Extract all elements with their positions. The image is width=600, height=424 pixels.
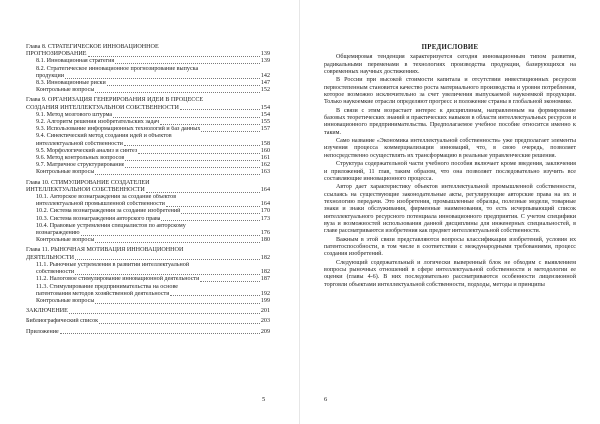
preface-heading: ПРЕДИСЛОВИЕ: [421, 44, 479, 51]
toc-section-entry: [26, 148, 270, 155]
preface-paragraph: Общемировая тенденция характеризуется сегодня инновационным типом развития, радикальными переменами в технологиях производства продукции, базирующихся на современных научных достижениях.: [324, 54, 576, 76]
toc-entry-text: Глава 11. РЫНОЧНАЯ МОТИВАЦИЯ ИННОВАЦИОННОЙ: [26, 247, 184, 254]
toc-page-number: 192: [260, 290, 270, 297]
toc-section-entry: [26, 133, 270, 147]
toc-dot-leader: [95, 92, 259, 93]
toc-entry-text: ПРОГНОЗИРОВАНИЕ: [26, 51, 87, 58]
preface-paragraph: Структура содержательной части учебного пособия включает кроме введения, заключения и приложений, 11 глав, таким образом, что она позволяет последовательно изучить все составляющие инновационного процесса.: [324, 161, 576, 182]
toc-entry-text: ИНТЕЛЛЕКТУАЛЬНОЙ СОБСТВЕННОСТИ: [26, 186, 145, 193]
toc-section-entry: [26, 169, 270, 176]
toc-dot-leader: [138, 153, 260, 154]
toc-page-number: 182: [260, 254, 270, 261]
toc-section-entry: [26, 80, 270, 87]
toc-entry-text: 8.2. Стратегическое инновационное прогнозирование выпуска: [36, 65, 199, 72]
toc-entry-text: патентования методов хозяйственной деятельности: [36, 290, 170, 297]
toc-chapter-entry: [26, 180, 270, 194]
right-page: [300, 0, 600, 424]
toc-chapter-entry: [26, 247, 270, 261]
preface-paragraph: Важным в этой связи представляются вопросы классификации изобретений, условия их патентоспособности, в том числе в соответствии с международными требованиями, процесс создания изобретений.: [324, 236, 576, 258]
toc-entry-text: 9.7. Матричное структурирование: [36, 162, 125, 169]
toc-dot-leader: [65, 78, 260, 79]
toc-page-number: 187: [260, 276, 270, 283]
toc-chapter-entry: [26, 44, 270, 58]
preface-paragraph: В связи с этим возрастает интерес к дисциплинам, направленным на формирование базовых теоретических знаний и практических навыков в области интеллектуальных ресурсов и инновационного предпринимательства. Предполагаемое учебное пособие относится именно к таким.: [324, 107, 576, 136]
toc-entry-text: 9.2. Алгоритм решения изобретательских задач: [36, 119, 160, 126]
toc-entry-text: Контрольные вопросы: [36, 237, 95, 244]
toc-page-number: 158: [260, 140, 270, 147]
toc-entry-text: Глава 8. СТРАТЕГИЧЕСКОЕ ИННОВАЦИОННОЕ: [26, 44, 159, 50]
toc-page-number: 161: [260, 155, 270, 162]
toc-dot-leader: [181, 213, 259, 214]
toc-entry-text: 11.2. Налоговое стимулирование инновационной деятельности: [36, 276, 200, 283]
toc-entry-text: интеллектуальной промышленной собственности: [36, 201, 165, 208]
toc-page-number: 160: [260, 147, 270, 154]
toc-entry-text: 9.4. Синектический метод создания идей и объектов: [36, 133, 172, 140]
toc-page-number: 199: [260, 297, 270, 304]
toc-entry-text: интеллектуальной собственности: [36, 140, 123, 147]
toc-dot-leader: [166, 206, 260, 207]
toc-dot-leader: [107, 85, 260, 86]
toc-dot-leader: [170, 295, 259, 296]
toc-section-entry: [26, 262, 270, 276]
toc-dot-leader: [113, 117, 260, 118]
toc-entry-text: 9.5. Морфологический анализ и синтез: [36, 147, 138, 154]
toc-section-entry: [26, 223, 270, 237]
toc-entry-text: 11.1. Рыночные устремления в развитии интеллектуальной: [36, 261, 190, 268]
toc-entry-text: 8.1. Инновационная стратегия: [36, 58, 115, 65]
toc-page-number: 203: [260, 318, 270, 325]
toc-dot-leader: [180, 109, 260, 110]
preface-paragraph: Автор дает характеристику объектов интеллектуальной промышленной собственности, ссылаясь на существующие законодательные акты, регулирующие авторские права на их и технологию передачи. Это изобретения, промышленные образцы, полезные модели, товарные знаки и знаки обслуживания, фирменные наименования, то есть исчерпывающий список интеллектуального ресурсного потенциала инновационного предприятия. С учетом специфики вуза и возможностей использования данной дисциплины для инженерных специальностей, в главе рассматриваются изобретения как предмет интеллектуальной собственности.: [324, 184, 576, 235]
toc-entry-text: продукции: [36, 72, 65, 79]
toc-dot-leader: [124, 145, 260, 146]
toc-page-number: 209: [260, 328, 270, 335]
toc-entry-text: 10.3. Система вознаграждения авторского права: [36, 215, 161, 222]
toc-entry-text: Глава 10. СТИМУЛИРОВАНИЕ СОЗДАТЕЛЕЙ: [26, 179, 150, 186]
toc-dot-leader: [125, 160, 260, 161]
table-of-contents: [26, 44, 270, 336]
toc-section-entry: [26, 284, 270, 298]
toc-entry-text: 9.3. Использование информационных технологий и баз данных: [36, 126, 201, 133]
toc-entry-text: СОЗДАНИЯ ИНТЕЛЛЕКТУАЛЬНОЙ СОБСТВЕННОСТИ: [26, 104, 179, 111]
toc-entry-text: ДЕЯТЕЛЬНОСТИ: [26, 254, 75, 261]
page-number-right: 6: [324, 396, 328, 403]
toc-dot-leader: [60, 333, 260, 334]
toc-entry-text: Контрольные вопросы: [36, 169, 95, 176]
toc-page-number: 147: [260, 80, 270, 87]
toc-dot-leader: [201, 131, 259, 132]
toc-chapter-entry: [26, 308, 270, 315]
toc-section-entry: [26, 66, 270, 80]
toc-dot-leader: [200, 281, 259, 282]
toc-page-number: 176: [260, 230, 270, 237]
toc-section-entry: [26, 276, 270, 283]
toc-entry-text: Контрольные вопросы: [36, 297, 95, 304]
toc-page-number: 164: [260, 201, 270, 208]
toc-dot-leader: [88, 56, 260, 57]
toc-dot-leader: [161, 220, 259, 221]
toc-chapter-entry: [26, 97, 270, 111]
toc-entry-text: собственности: [36, 269, 75, 276]
toc-entry-text: 8.3. Инновационные риски: [36, 80, 106, 87]
toc-entry-text: 9.1. Метод мозгового штурма: [36, 111, 113, 118]
toc-page-number: 170: [260, 208, 270, 215]
toc-page-number: 152: [260, 87, 270, 94]
toc-section-entry: [26, 237, 270, 244]
toc-entry-text: Библиографический список: [26, 318, 99, 325]
preface-body: [324, 54, 576, 289]
preface-paragraph: Само название «Экономика интеллектуальной собственности» уже предполагает элементы изучения процесса коммерциализации инноваций, что, в свою очередь, позволяет непосредственно осуществлять их трансформацию в реальные управленческие решения.: [324, 138, 576, 159]
toc-page-number: 201: [260, 308, 270, 315]
toc-dot-leader: [81, 235, 260, 236]
toc-dot-leader: [95, 174, 259, 175]
preface-paragraph: Следующий содержательный и логически выверенный блок не обходим с выявлением вопросы рыночных отношений в сфере интеллектуальной собственности и методологии ее оценки (главы 4-6). В них последовательно рассматриваются особенности лицензионной торговли объектами интеллектуальной собственности, подходы, методы и принципы: [324, 259, 576, 288]
toc-chapter-entry: [26, 318, 270, 325]
toc-page-number: 155: [260, 119, 270, 126]
toc-page-number: 139: [260, 58, 270, 65]
toc-dot-leader: [146, 192, 260, 193]
toc-entry-text: 10.1. Авторское вознаграждения за создание объектов: [36, 194, 177, 201]
toc-entry-text: вознаграждению: [36, 230, 80, 237]
toc-entry-text: ЗАКЛЮЧЕНИЕ: [26, 308, 68, 315]
toc-section-entry: [26, 208, 270, 215]
toc-dot-leader: [160, 124, 260, 125]
preface-paragraph: В России при высокой стоимости капитала и отсутствии инвестиционных ресурсов первостепенным становится качество роста материального производства и уровня потребления, которое возможно исключительно за счет увеличения выпускаемой наукоемкой продукции. Только наукоемкие отрасли определяют прогресс и положение страны в глобальной экономике.: [324, 77, 576, 106]
toc-page-number: 180: [260, 237, 270, 244]
toc-section-entry: [26, 298, 270, 305]
toc-page-number: 157: [260, 126, 270, 133]
toc-chapter-entry: [26, 329, 270, 336]
toc-entry-text: Контрольные вопросы: [36, 87, 95, 94]
toc-dot-leader: [75, 259, 260, 260]
toc-entry-text: 10.4. Правовые устремления специалистов по авторскому: [36, 222, 186, 229]
toc-dot-leader: [99, 323, 260, 324]
toc-page-number: 182: [260, 269, 270, 276]
toc-page-number: 142: [260, 72, 270, 79]
page-number-left: 5: [262, 396, 266, 403]
toc-section-entry: [26, 87, 270, 94]
toc-dot-leader: [115, 63, 260, 64]
toc-section-entry: [26, 155, 270, 162]
toc-section-entry: [26, 58, 270, 65]
toc-page-number: 139: [260, 51, 270, 58]
toc-page-number: 162: [260, 162, 270, 169]
toc-dot-leader: [95, 242, 259, 243]
toc-section-entry: [26, 216, 270, 223]
toc-dot-leader: [69, 313, 260, 314]
toc-entry-text: Приложение: [26, 328, 59, 335]
toc-page-number: 164: [260, 186, 270, 193]
toc-dot-leader: [95, 303, 259, 304]
toc-page-number: 173: [260, 215, 270, 222]
toc-page-number: 154: [260, 104, 270, 111]
toc-section-entry: [26, 126, 270, 133]
preface: [324, 44, 576, 290]
toc-section-entry: [26, 194, 270, 208]
toc-entry-text: Глава 9. ОРГАНИЗАЦИЯ ГЕНЕРИРОВАНИЯ ИДЕЙ В ПРОЦЕССЕ: [26, 97, 204, 104]
toc-page-number: 154: [260, 111, 270, 118]
toc-dot-leader: [75, 274, 260, 275]
toc-dot-leader: [125, 167, 259, 168]
toc-entry-text: 9.6. Метод контрольных вопросов: [36, 155, 125, 162]
toc-page-number: 163: [260, 169, 270, 176]
toc-entry-text: 11.3. Стимулирование предпринимательства на основе: [36, 283, 178, 290]
toc-section-entry: [26, 162, 270, 169]
toc-section-entry: [26, 112, 270, 119]
toc-section-entry: [26, 119, 270, 126]
toc-entry-text: 10.2. Система вознаграждения за создание изобретений: [36, 208, 181, 215]
